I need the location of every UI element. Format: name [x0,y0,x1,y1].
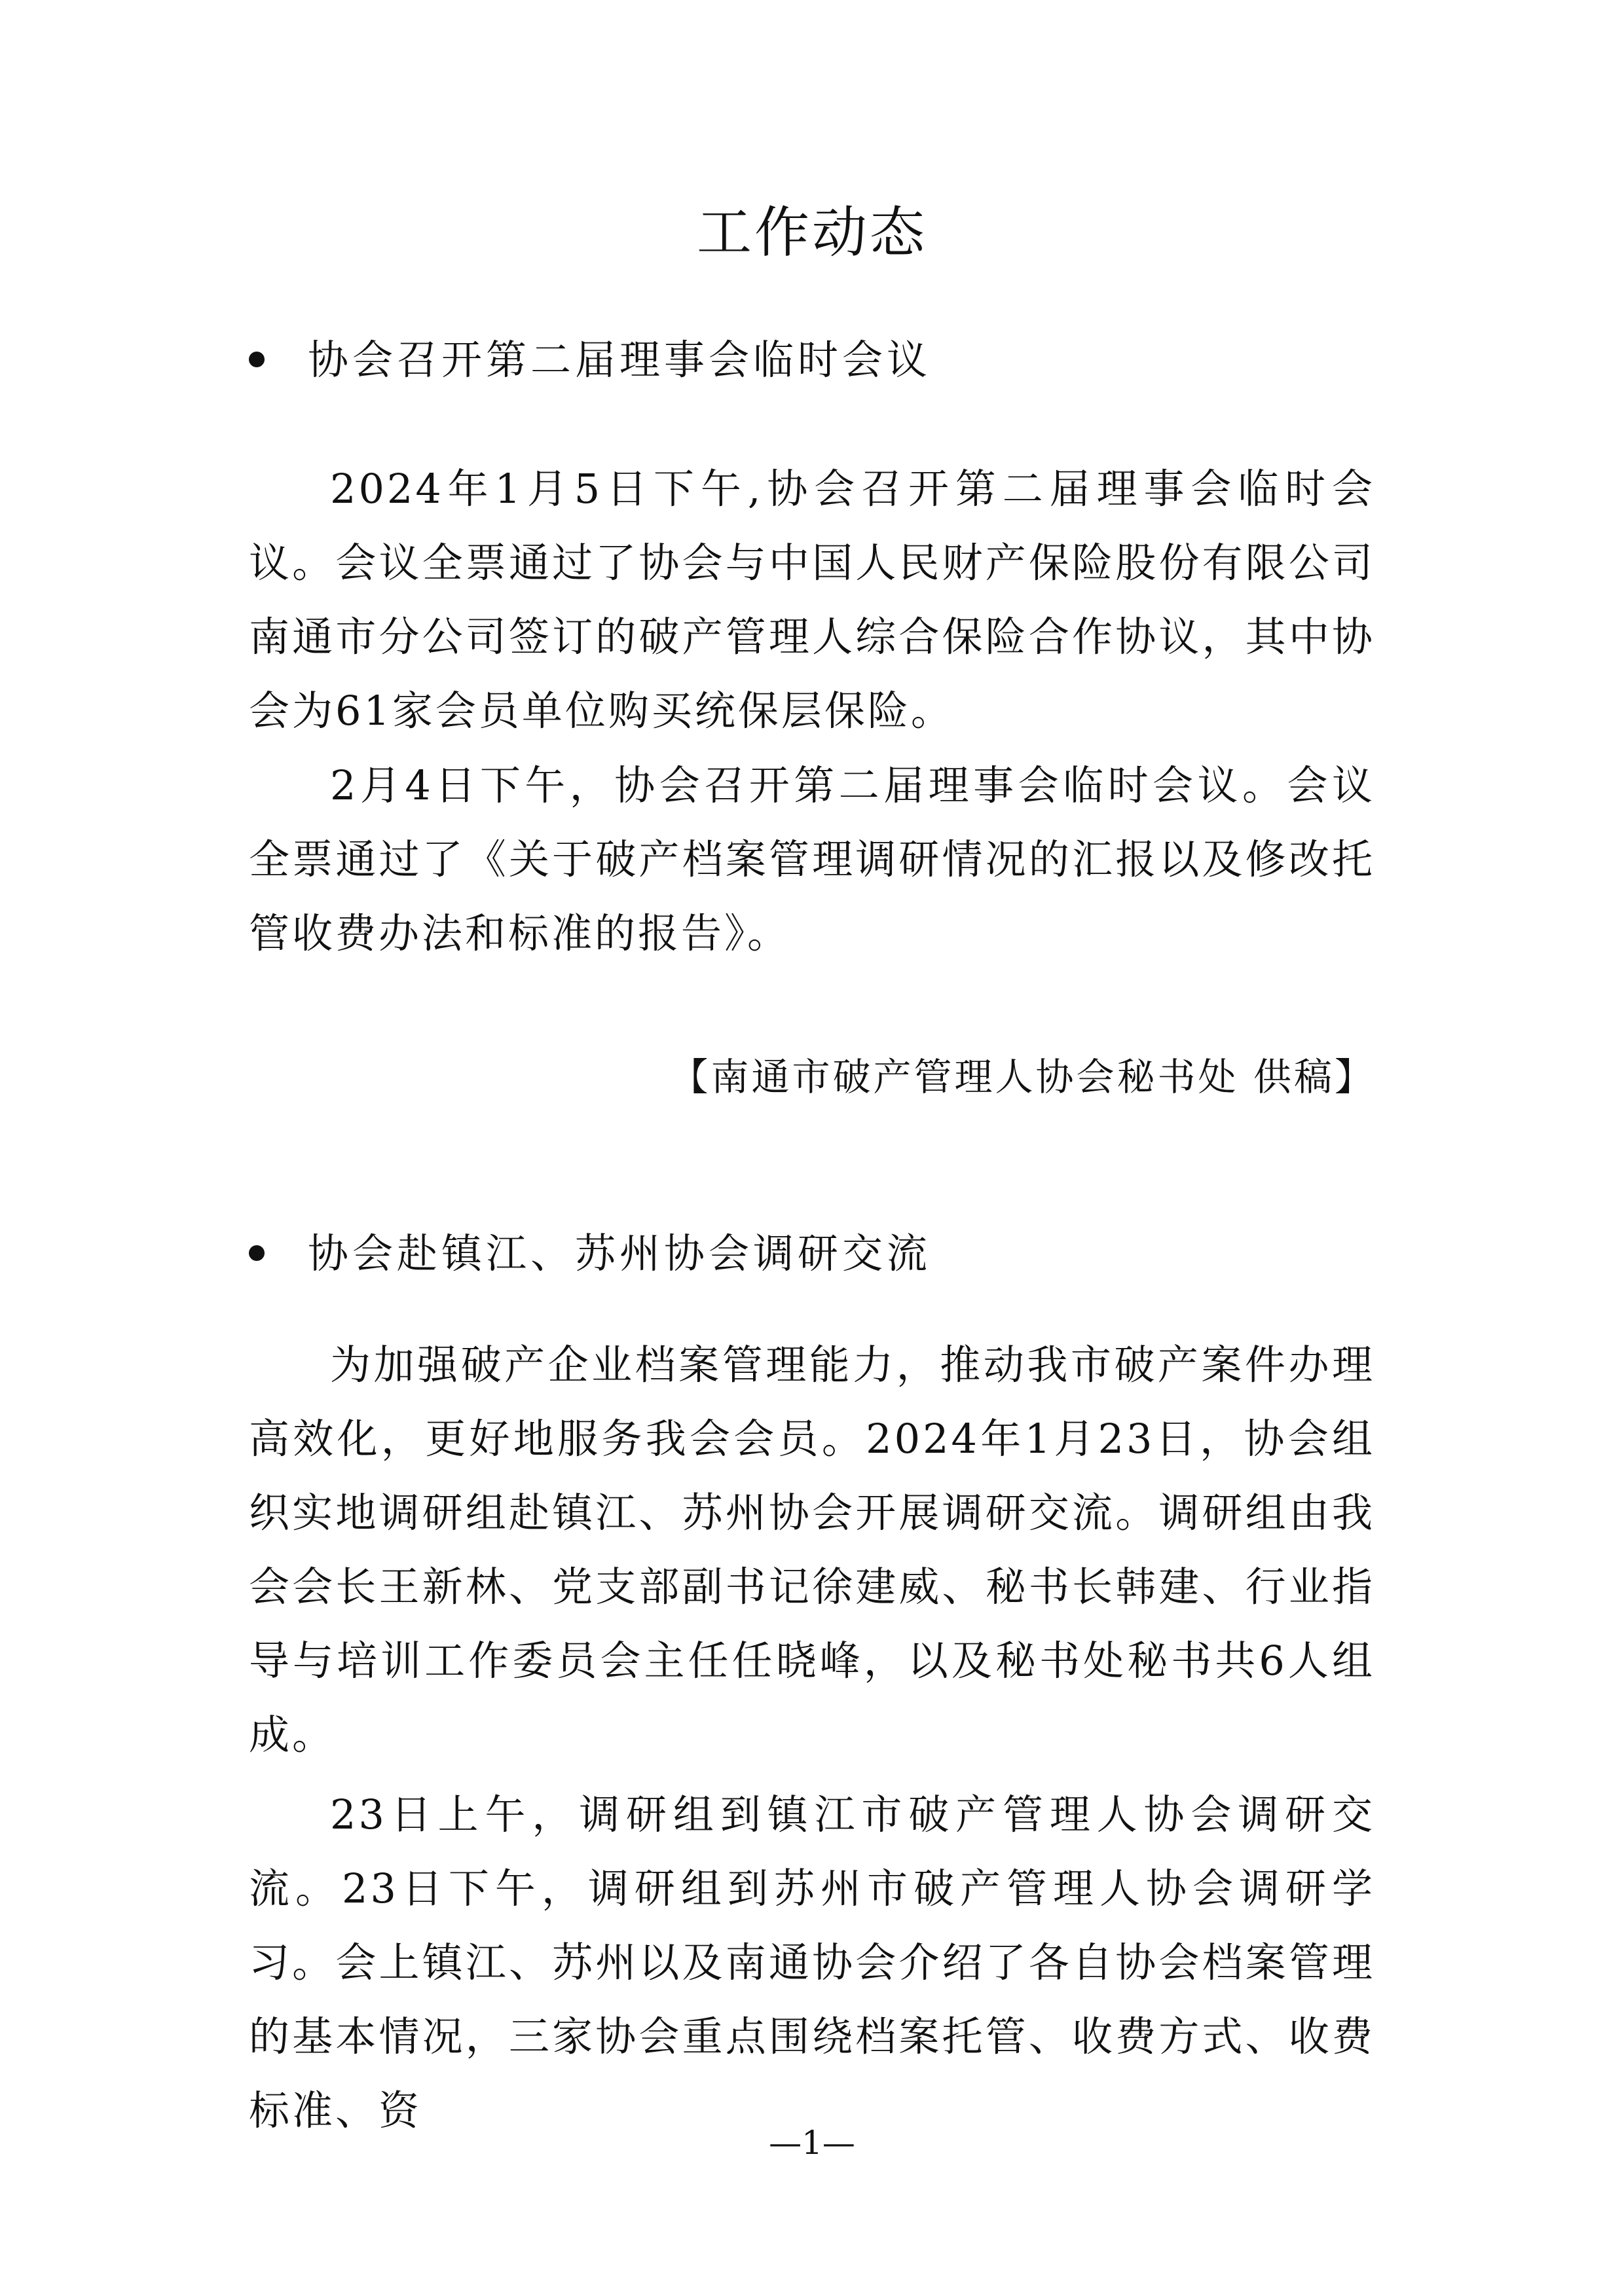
page-title: 工作动态 [696,200,927,264]
section-1-paragraph-2: 2月4日下午，协会召开第二届理事会临时会议。会议全票通过了《关于破产档案管理调研情况的汇报以及修改托管收费办法和标准的报告》。 [249,761,1375,957]
page-number: —1— [769,2124,855,2162]
section-1-paragraph-1: 2024年1月5日下午,协会召开第二届理事会临时会议。会议全票通过了协会与中国人民财产保险股份有限公司南通市分公司签订的破产管理人综合保险合作协议，其中协会为61家会员单位购买统保层保险。 [249,465,1375,735]
section-heading-2 [249,1224,1428,1283]
bullet-icon [249,352,265,367]
section-heading-1-text: 协会召开第二届理事会临时会议 [308,336,932,384]
contribution-credit: 【南通市破产管理人协会秘书处 供稿】 [670,1055,1375,1099]
section-heading-2-text: 协会赴镇江、苏州协会调研交流 [308,1230,932,1277]
section-2-paragraph-1: 为加强破产企业档案管理能力，推动我市破产案件办理高效化，更好地服务我会会员。2024年1月23日，协会组织实地调研组赴镇江、苏州协会开展调研交流。调研组由我会会长王新林、党支部副书记徐建威、秘书长韩建、行业指导与培训工作委员会主任任晓峰，以及秘书处秘书共6人组成。 [249,1341,1375,1758]
section-heading-1 [249,331,1428,390]
section-2-paragraph-2: 23日上午，调研组到镇江市破产管理人协会调研交流。23日下午，调研组到苏州市破产管理人协会调研学习。会上镇江、苏州以及南通协会介绍了各自协会档案管理的基本情况，三家协会重点围绕档案托管、收费方式、收费标准、资 [249,1791,1375,2134]
bullet-icon [249,1245,265,1261]
